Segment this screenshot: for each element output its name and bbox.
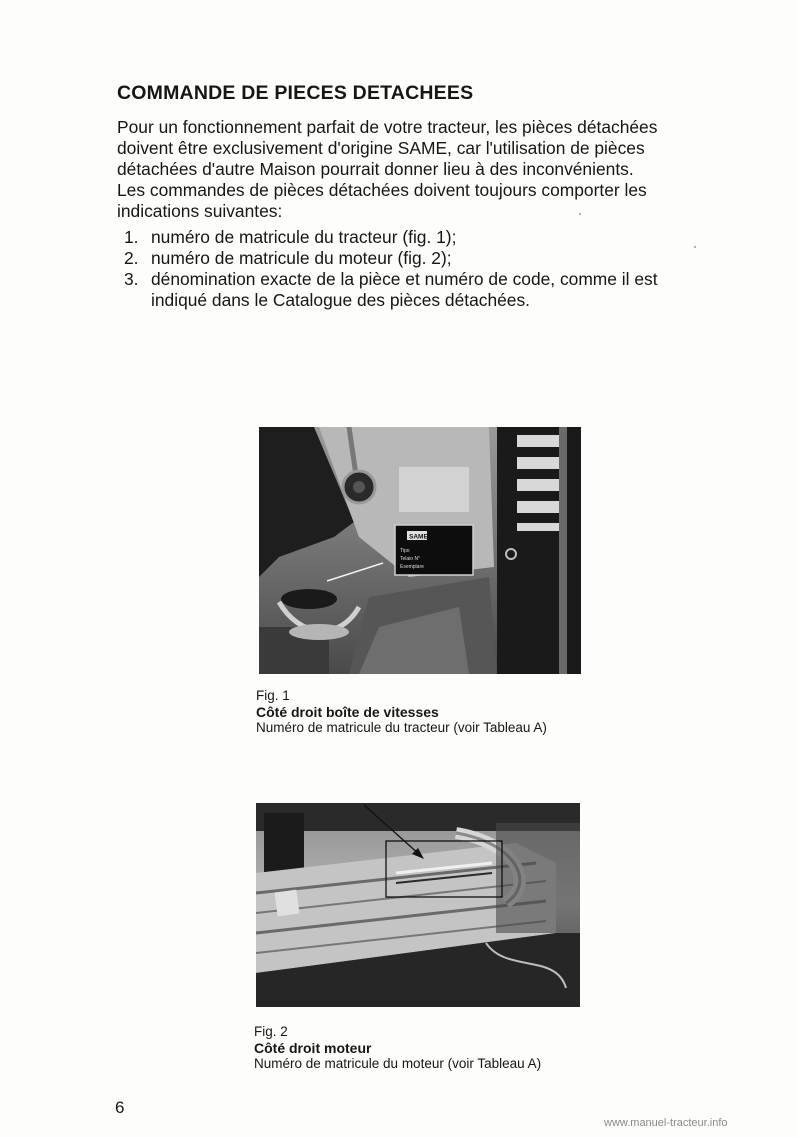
gearbox-photo-illustration — [259, 427, 581, 674]
intro-line: indications suivantes: — [117, 201, 283, 221]
list-item-text: numéro de matricule du moteur (fig. 2); — [151, 248, 452, 268]
paper-speck — [579, 213, 581, 215]
figure-description: Numéro de matricule du tracteur (voir Tableau A) — [256, 720, 547, 735]
engine-photo-illustration — [256, 803, 580, 1007]
intro-line: doivent être exclusivement d'origine SAME, car l'utilisation de pièces — [117, 138, 645, 158]
list-item-number: 3. — [124, 269, 139, 289]
list-item — [124, 269, 732, 311]
plate-brand: SAME — [409, 533, 428, 541]
list-item — [124, 227, 732, 248]
list-item-number: 1. — [124, 227, 139, 247]
list-item — [124, 248, 732, 269]
plate-row: Esemplare — [400, 564, 424, 570]
intro-line: Pour un fonctionnement parfait de votre tracteur, les pièces détachées — [117, 117, 658, 137]
figure-title: Côté droit moteur — [254, 1040, 372, 1056]
list-item-line: indiqué dans le Catalogue des pièces détachées. — [151, 290, 531, 310]
paper-speck — [694, 246, 696, 248]
figure-description: Numéro de matricule du moteur (voir Tableau A) — [254, 1056, 542, 1071]
fig1-photo — [259, 427, 581, 674]
page-number: 6 — [115, 1098, 125, 1117]
list-item-text: numéro de matricule du tracteur (fig. 1); — [151, 227, 457, 247]
figure-title: Côté droit boîte de vitesses — [256, 704, 439, 720]
fig1-caption — [256, 688, 547, 736]
intro-line: Les commandes de pièces détachées doivent toujours comporter les — [117, 180, 647, 200]
figure-label: Fig. 2 — [254, 1024, 288, 1039]
section-heading: COMMANDE DE PIECES DETACHEES — [117, 82, 474, 104]
list-item-line: dénomination exacte de la pièce et numéro de code, comme il est — [151, 269, 658, 289]
plate-row: Telaio N° — [400, 556, 421, 562]
fig2-caption — [254, 1024, 541, 1072]
watermark: www.manuel-tracteur.info — [604, 1117, 728, 1129]
plate-row: Tipo — [400, 548, 410, 554]
intro-line: détachées d'autre Maison pourrait donner lieu à des inconvénients. — [117, 159, 634, 179]
figure-label: Fig. 1 — [256, 688, 290, 703]
fig2-photo — [256, 803, 580, 1007]
list-item-number: 2. — [124, 248, 139, 268]
indications-list — [124, 227, 732, 311]
intro-paragraph — [117, 117, 732, 222]
list-item-text — [151, 269, 732, 311]
